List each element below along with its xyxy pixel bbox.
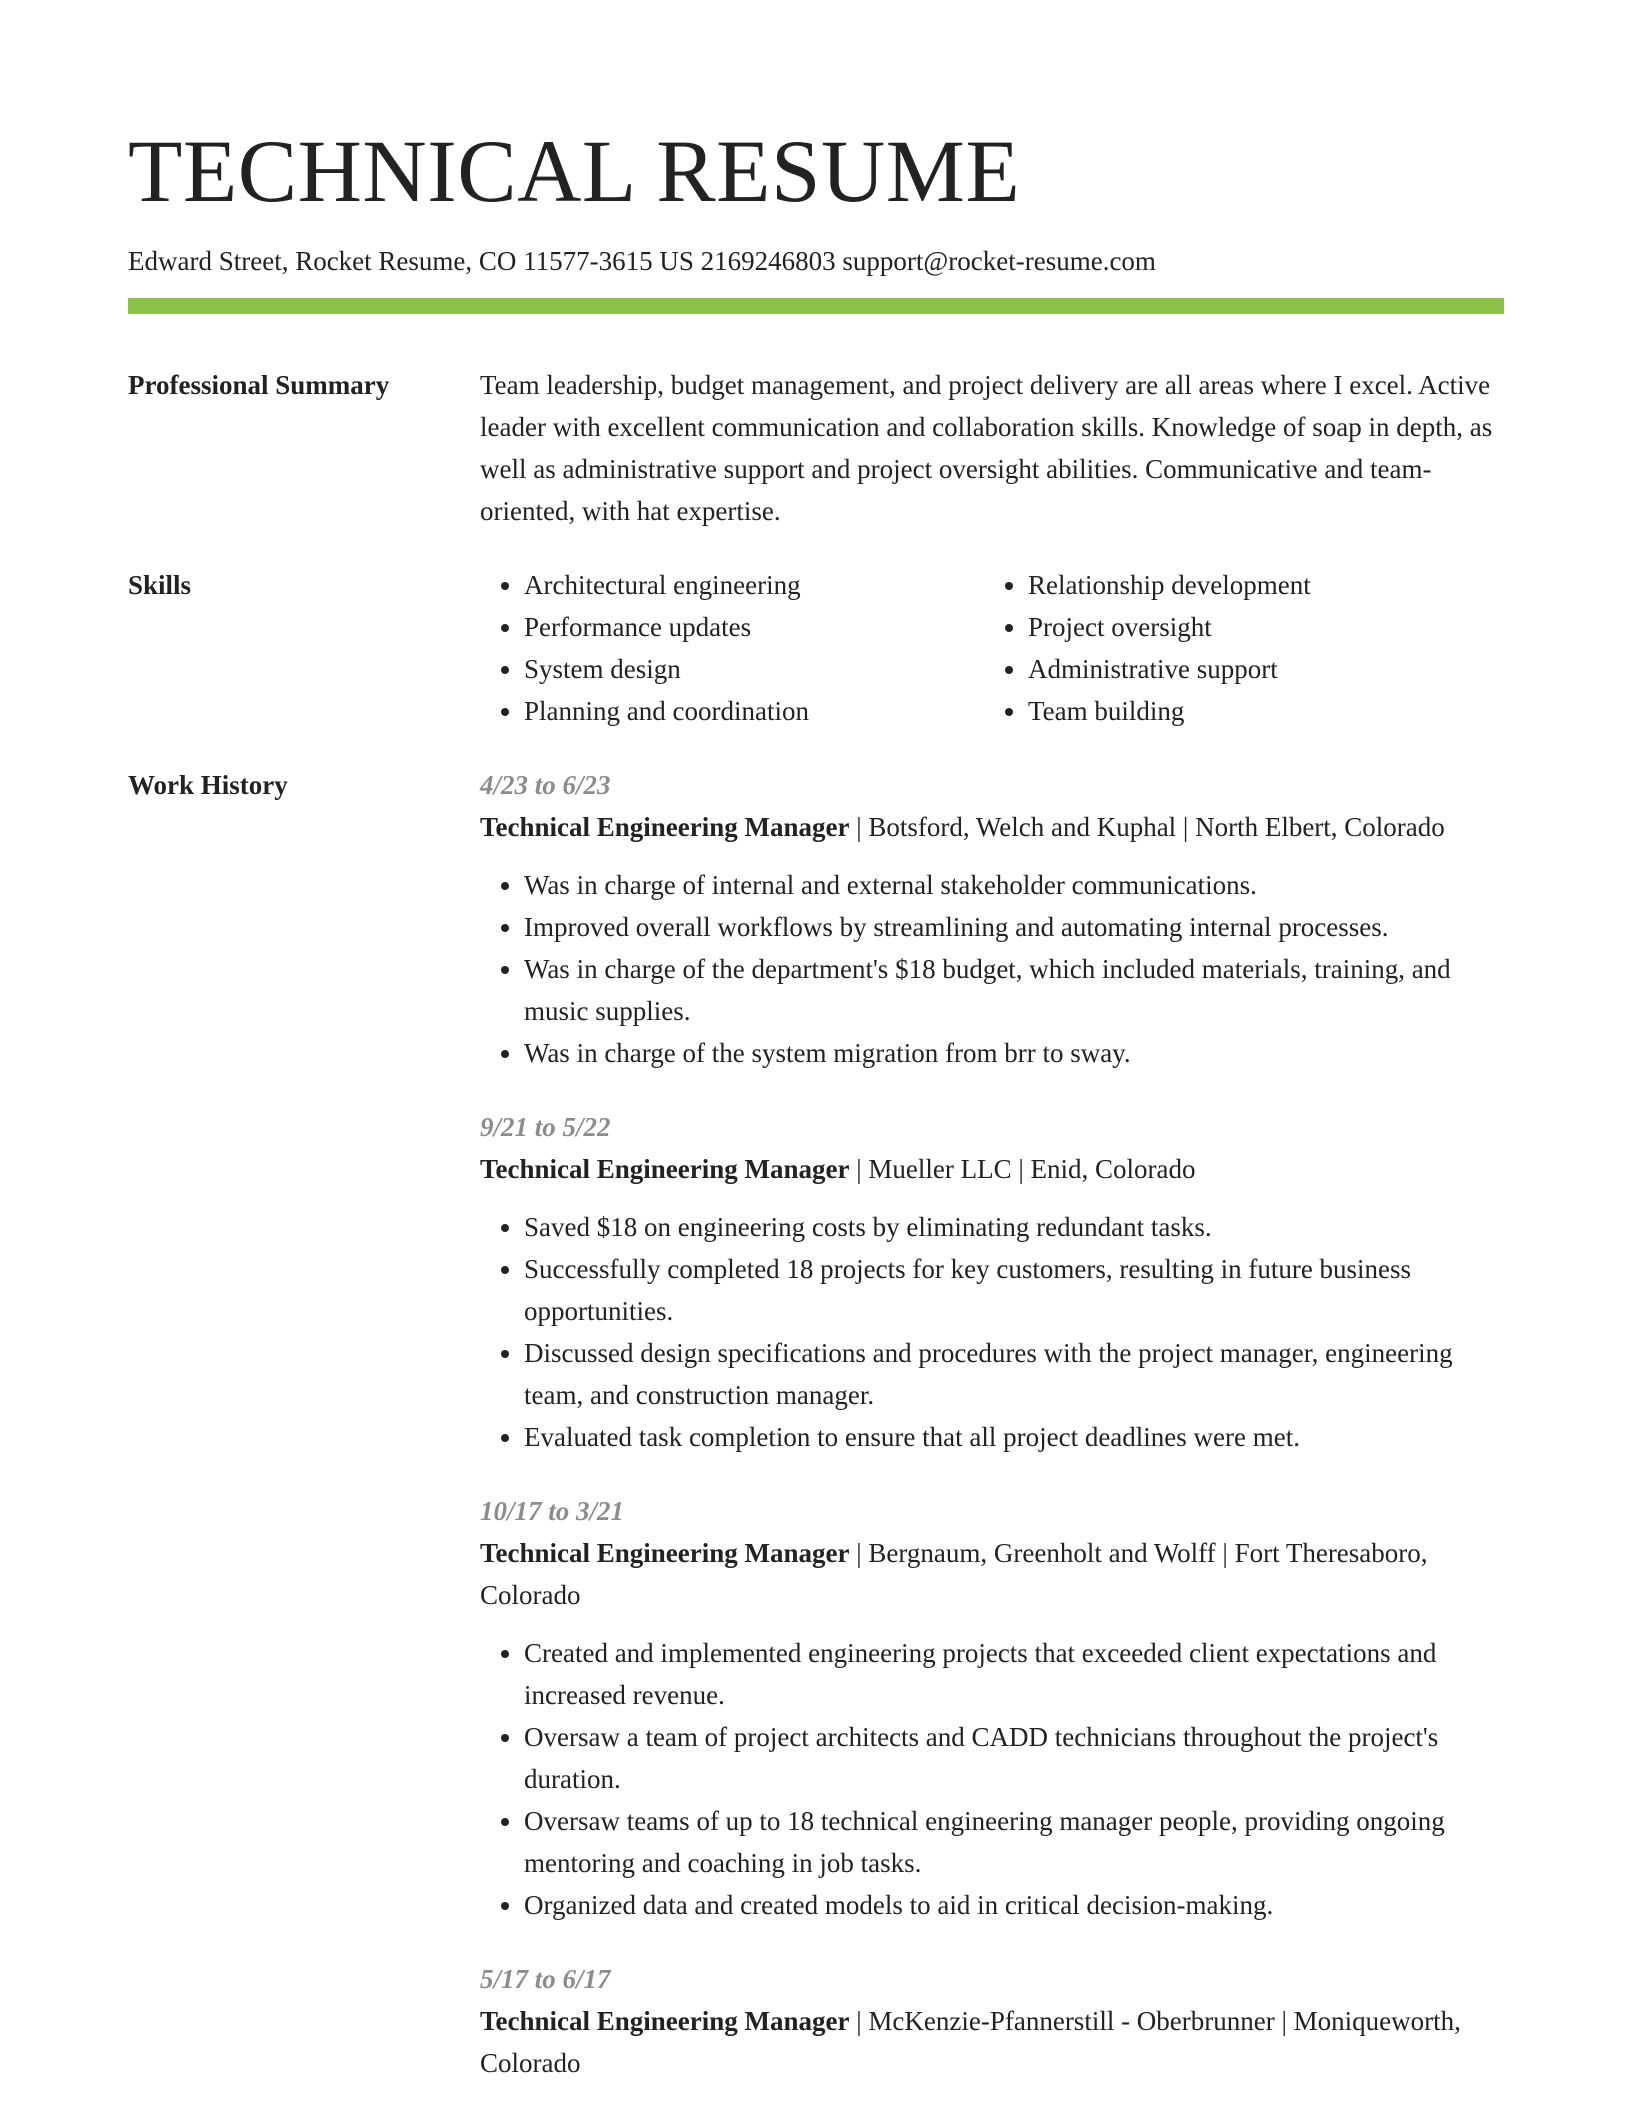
job-bullet: • Discussed design specifications and procedures with the project manager, engineering team, and construction manager. <box>524 1332 1504 1416</box>
job-dates: 10/17 to 3/21 <box>480 1496 625 1526</box>
job-bullet: • Was in charge of the system migration from brr to sway. <box>524 1032 1504 1074</box>
section-label-summary: Professional Summary <box>128 370 390 400</box>
skill-item: • System design <box>524 648 984 690</box>
job-heading <box>480 1532 1504 1616</box>
job-title: Technical Engineering Manager <box>480 1538 850 1568</box>
skill-item: • Architectural engineering <box>524 564 984 606</box>
job-dates: 9/21 to 5/22 <box>480 1112 611 1142</box>
skills-list-right <box>984 564 1488 732</box>
job-title: Technical Engineering Manager <box>480 2006 850 2036</box>
skill-item: • Administrative support <box>1028 648 1488 690</box>
job-entry <box>480 1490 1504 1926</box>
resume-title: TECHNICAL RESUME <box>128 123 1021 221</box>
job-employer-location: | McKenzie-Pfannerstill - Oberbrunner | Moniqueworth, Colorado <box>480 2006 1461 2078</box>
job-entry <box>480 1106 1504 1458</box>
section-label-skills: Skills <box>128 570 192 600</box>
skill-item: • Relationship development <box>1028 564 1488 606</box>
accent-divider <box>128 298 1504 314</box>
skills-grid <box>480 564 1504 732</box>
job-dates: 4/23 to 6/23 <box>480 770 611 800</box>
job-bullet: • Saved $18 on engineering costs by eliminating redundant tasks. <box>524 1206 1504 1248</box>
job-bullet: • Successfully completed 18 projects for key customers, resulting in future business opportunities. <box>524 1248 1504 1332</box>
job-bullet: • Evaluated task completion to ensure that all project deadlines were met. <box>524 1416 1504 1458</box>
work-history-section <box>128 764 1504 2116</box>
job-bullet: • Was in charge of internal and external stakeholder communications. <box>524 864 1504 906</box>
section-label-work-history: Work History <box>128 770 288 800</box>
skills-column-right <box>984 564 1488 732</box>
skill-item: • Performance updates <box>524 606 984 648</box>
summary-text: Team leadership, budget management, and project delivery are all areas where I excel. Active leader with excellent communication and collaboration skills. Knowledge of soap in depth, as well as administrative support and project oversight abilities. Communicative and team-oriented, with hat expertise. <box>480 370 1493 526</box>
work-history-body <box>480 764 1504 2116</box>
job-bullet-list <box>480 864 1504 1074</box>
job-bullet: • Created and implemented engineering projects that exceeded client expectations and increased revenue. <box>524 1632 1504 1716</box>
contact-line: Edward Street, Rocket Resume, CO 11577-3615 US 2169246803 support@rocket-resume.com <box>128 246 1156 276</box>
job-bullet-list <box>480 1632 1504 1926</box>
skill-item: • Team building <box>1028 690 1488 732</box>
skill-item: • Planning and coordination <box>524 690 984 732</box>
job-dates: 5/17 to 6/17 <box>480 1964 611 1994</box>
job-bullet: • Oversaw a team of project architects and CADD technicians throughout the project's duration. <box>524 1716 1504 1800</box>
job-heading <box>480 2000 1504 2084</box>
job-bullet: • Improved overall workflows by streamlining and automating internal processes. <box>524 906 1504 948</box>
job-employer-location: | Bergnaum, Greenholt and Wolff | Fort Theresaboro, Colorado <box>480 1538 1428 1610</box>
skill-item: • Project oversight <box>1028 606 1488 648</box>
job-bullet: • Oversaw teams of up to 18 technical engineering manager people, providing ongoing mentoring and coaching in job tasks. <box>524 1800 1504 1884</box>
skills-section <box>128 564 1504 732</box>
job-bullet: • Was in charge of the department's $18 budget, which included materials, training, and music supplies. <box>524 948 1504 1032</box>
job-entry <box>480 764 1504 1074</box>
skills-column-left <box>480 564 984 732</box>
job-heading <box>480 806 1504 848</box>
job-entry <box>480 1958 1504 2084</box>
job-employer-location: | Botsford, Welch and Kuphal | North Elbert, Colorado <box>849 812 1445 842</box>
job-bullet-list <box>480 1206 1504 1458</box>
job-title: Technical Engineering Manager <box>480 812 850 842</box>
job-bullet: • Organized data and created models to aid in critical decision-making. <box>524 1884 1504 1926</box>
skills-list-left <box>480 564 984 732</box>
job-title: Technical Engineering Manager <box>480 1154 850 1184</box>
professional-summary-section <box>128 364 1504 532</box>
job-heading <box>480 1148 1504 1190</box>
job-employer-location: | Mueller LLC | Enid, Colorado <box>849 1154 1196 1184</box>
